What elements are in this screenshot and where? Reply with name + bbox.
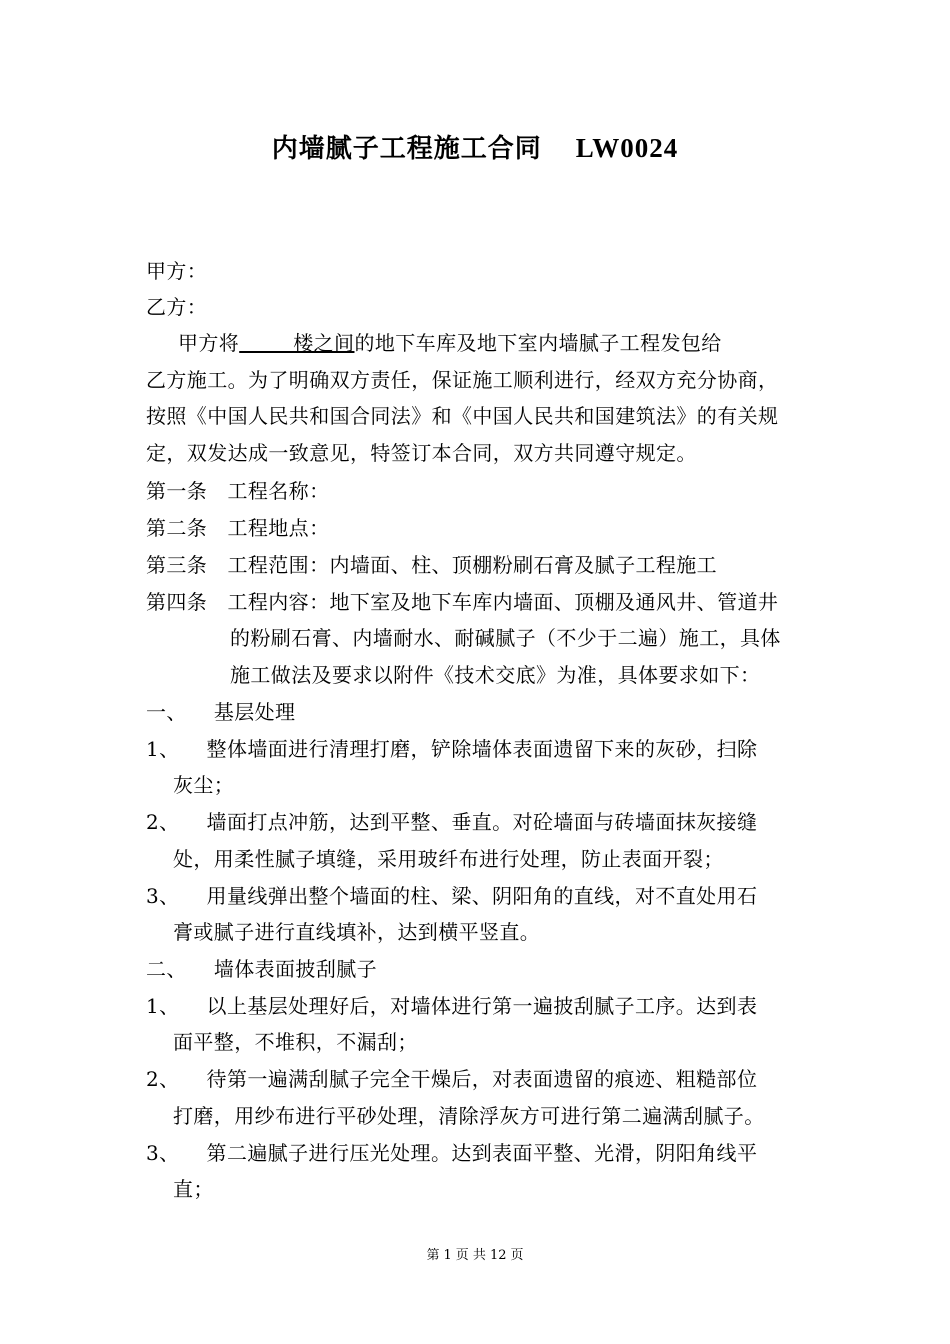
section-2-item-3: 3、 第二遍腻子进行压光处理。达到表面平整、光滑，阴阳角线平 [146, 1141, 758, 1165]
article-4: 第四条 工程内容：地下室及地下车库内墙面、顶棚及通风井、管道井 [146, 590, 779, 614]
section-1-item-3: 3、 用量线弹出整个墙面的柱、梁、阴阳角的直线，对不直处用石 [146, 884, 758, 908]
title-text: 内墙腻子工程施工合同 [271, 134, 542, 164]
section-1-item-1-cont: 灰尘； [173, 773, 235, 797]
document-title [0, 128, 950, 165]
section-2-item-1-cont: 面平整，不堆积，不漏刮； [173, 1030, 418, 1054]
article-2: 第二条 工程地点： [146, 516, 330, 540]
total-pages: 12 [489, 1248, 507, 1263]
intro-line-4: 定，双发达成一致意见，特签订本合同，双方共同遵守规定。 [146, 441, 697, 465]
party-b-line: 乙方： [146, 295, 208, 319]
section-2-item-2-cont: 打磨，用纱布进行平砂处理，清除浮灰方可进行第二遍满刮腻子。 [173, 1104, 765, 1128]
section-2-item-2: 2、 待第一遍满刮腻子完全干燥后，对表面遗留的痕迹、粗糙部位 [146, 1067, 758, 1091]
section-1-item-3-cont: 膏或腻子进行直线填补，达到横平竖直。 [173, 920, 541, 944]
article-1: 第一条 工程名称： [146, 479, 330, 503]
section-1-item-2: 2、 墙面打点冲筋，达到平整、垂直。对砼墙面与砖墙面抹灰接缝 [146, 810, 758, 834]
intro-line-3: 按照《中国人民共和国合同法》和《中国人民共和国建筑法》的有关规 [146, 404, 779, 428]
article-3: 第三条 工程范围：内墙面、柱、顶棚粉刷石膏及腻子工程施工 [146, 553, 718, 577]
document-code: LW0024 [575, 133, 679, 163]
section-1-item-2-cont: 处，用柔性腻子填缝，采用玻纤布进行处理，防止表面开裂； [173, 847, 724, 871]
section-2-heading: 二、 墙体表面披刮腻子 [146, 957, 378, 981]
section-1-heading: 一、 基层处理 [146, 700, 296, 724]
intro-line-1: 甲方将 楼之间的地下车库及地下室内墙腻子工程发包给 [178, 331, 722, 355]
section-2-item-1: 1、 以上基层处理好后，对墙体进行第一遍披刮腻子工序。达到表 [146, 994, 758, 1018]
section-1-item-1: 1、 整体墙面进行清理打磨，铲除墙体表面遗留下来的灰砂，扫除 [146, 737, 758, 761]
building-blank: 楼之间 [239, 331, 355, 355]
page-footer: 第 1 页 共 12 页 [426, 1248, 524, 1263]
intro-line-2: 乙方施工。为了明确双方责任，保证施工顺利进行，经双方充分协商， [146, 368, 779, 392]
party-a-line: 甲方： [146, 259, 208, 283]
article-4-cont-2: 施工做法及要求以附件《技术交底》为准，具体要求如下： [230, 663, 761, 687]
section-2-item-3-cont: 直； [173, 1177, 214, 1201]
article-4-cont-1: 的粉刷石膏、内墙耐水、耐碱腻子（不少于二遍）施工，具体 [230, 626, 781, 650]
page-number: 1 [443, 1248, 452, 1263]
